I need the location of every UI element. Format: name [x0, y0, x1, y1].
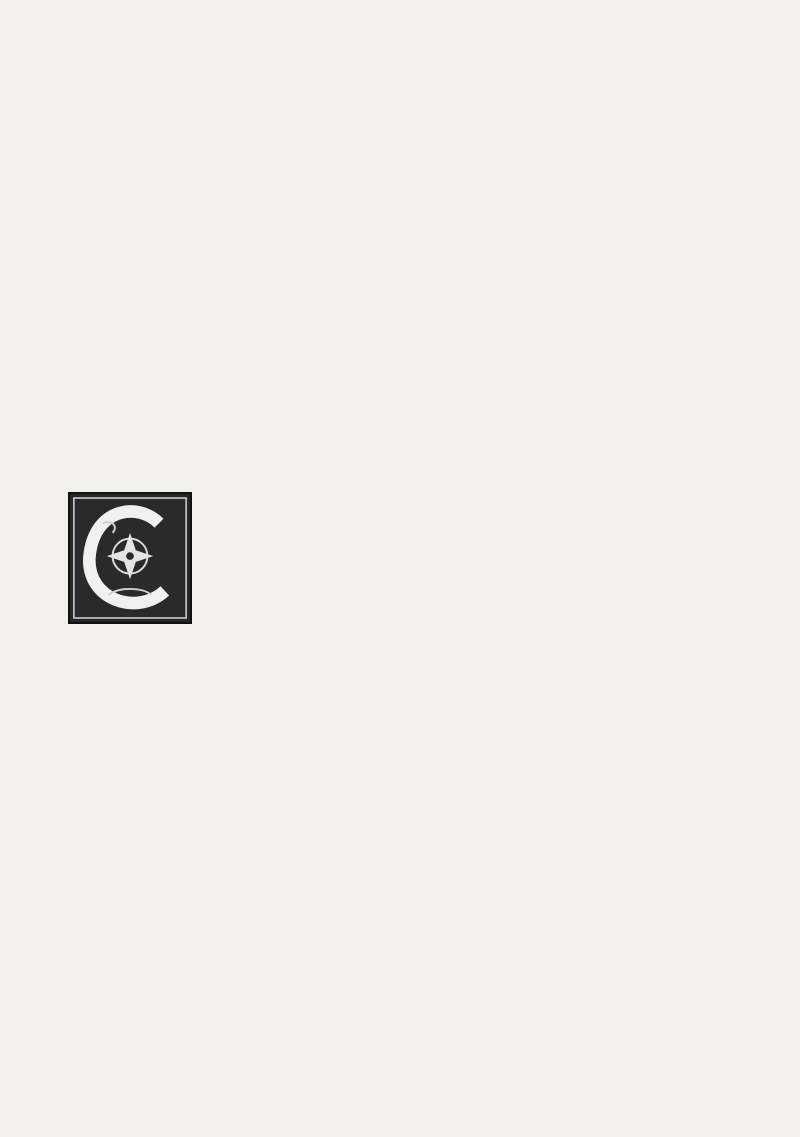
drop-initial-letter [70, 494, 190, 622]
decorated-initial [68, 492, 192, 624]
running-head [0, 10, 800, 44]
